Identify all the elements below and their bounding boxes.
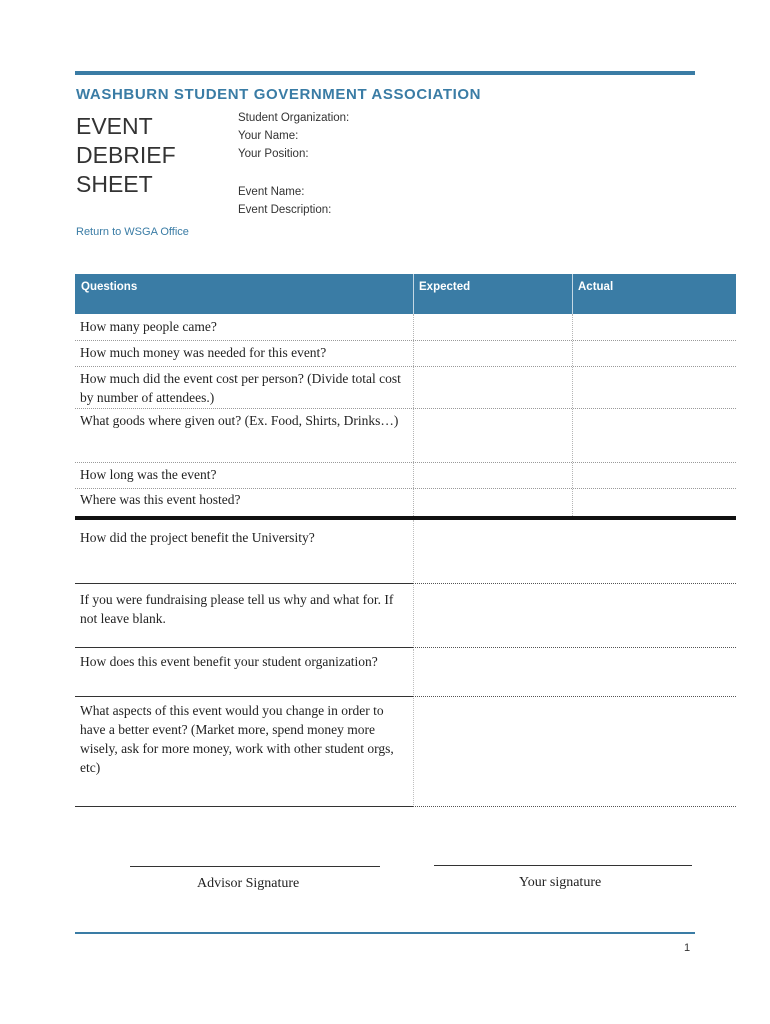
sheet-title — [76, 112, 176, 199]
answer-area-divider — [413, 520, 414, 584]
your-signature-label: Your signature — [519, 875, 602, 890]
open-question-row — [75, 585, 736, 648]
column-separator — [572, 274, 573, 314]
column-header-expected: Expected — [419, 281, 471, 293]
open-question-row — [75, 698, 736, 807]
question-text: How much money was needed for this event? — [80, 345, 327, 360]
table-header — [75, 274, 736, 314]
column-divider — [572, 314, 573, 516]
question-text: How many people came? — [80, 319, 217, 334]
question-text: Where was this event hosted? — [80, 492, 241, 507]
open-question-text: How does this event benefit your student organization? — [80, 654, 378, 669]
open-question-row — [75, 649, 736, 697]
column-header-questions: Questions — [81, 281, 138, 293]
advisor-signature-line[interactable] — [130, 866, 380, 867]
table-row — [75, 367, 736, 409]
answer-line[interactable] — [413, 696, 736, 697]
answer-line[interactable] — [413, 583, 736, 584]
table-row — [75, 409, 736, 463]
open-question-text: If you were fundraising please tell us why and what for. If not leave blank. — [80, 592, 394, 626]
sheet-title-line: SHEET — [76, 171, 153, 197]
question-text: What goods where given out? (Ex. Food, Shirts, Drinks…) — [80, 413, 399, 428]
student-organization-field: Student Organization: — [238, 112, 350, 124]
answer-area-divider — [413, 698, 414, 807]
event-name-field: Event Name: — [238, 186, 305, 198]
column-separator — [413, 274, 414, 314]
question-text: How much did the event cost per person? (Divide total cost by number of attendees.) — [80, 371, 401, 405]
open-question-row — [75, 520, 736, 584]
open-question-text: How did the project benefit the University? — [80, 530, 315, 545]
your-position-field: Your Position: — [238, 148, 309, 160]
row-rule — [75, 647, 413, 648]
answer-area-divider — [413, 585, 414, 648]
sheet-title-line: DEBRIEF — [76, 142, 176, 168]
row-rule — [75, 696, 413, 697]
column-divider — [413, 314, 414, 516]
bottom-rule — [75, 932, 695, 934]
answer-line[interactable] — [413, 806, 736, 807]
organization-title: WASHBURN STUDENT GOVERNMENT ASSOCIATION — [76, 86, 482, 103]
top-rule — [75, 71, 695, 75]
column-header-actual: Actual — [578, 281, 614, 293]
your-signature-line[interactable] — [434, 865, 692, 866]
return-to-office-link[interactable]: Return to WSGA Office — [76, 226, 189, 238]
question-text: How long was the event? — [80, 467, 217, 482]
advisor-signature-label: Advisor Signature — [197, 876, 300, 891]
table-row — [75, 341, 736, 367]
page-number: 1 — [684, 942, 691, 954]
table-row — [75, 489, 736, 516]
row-rule — [75, 806, 413, 807]
open-question-text: What aspects of this event would you change in order to have a better event? (Market more, spend money more wisely, ask for more money, work with other student orgs, etc) — [80, 703, 394, 775]
sheet-title-line: EVENT — [76, 113, 153, 139]
table-row — [75, 314, 736, 341]
answer-line[interactable] — [413, 647, 736, 648]
your-name-field: Your Name: — [238, 130, 299, 142]
event-description-field: Event Description: — [238, 204, 332, 216]
table-row — [75, 463, 736, 489]
row-rule — [75, 583, 413, 584]
answer-area-divider — [413, 649, 414, 697]
